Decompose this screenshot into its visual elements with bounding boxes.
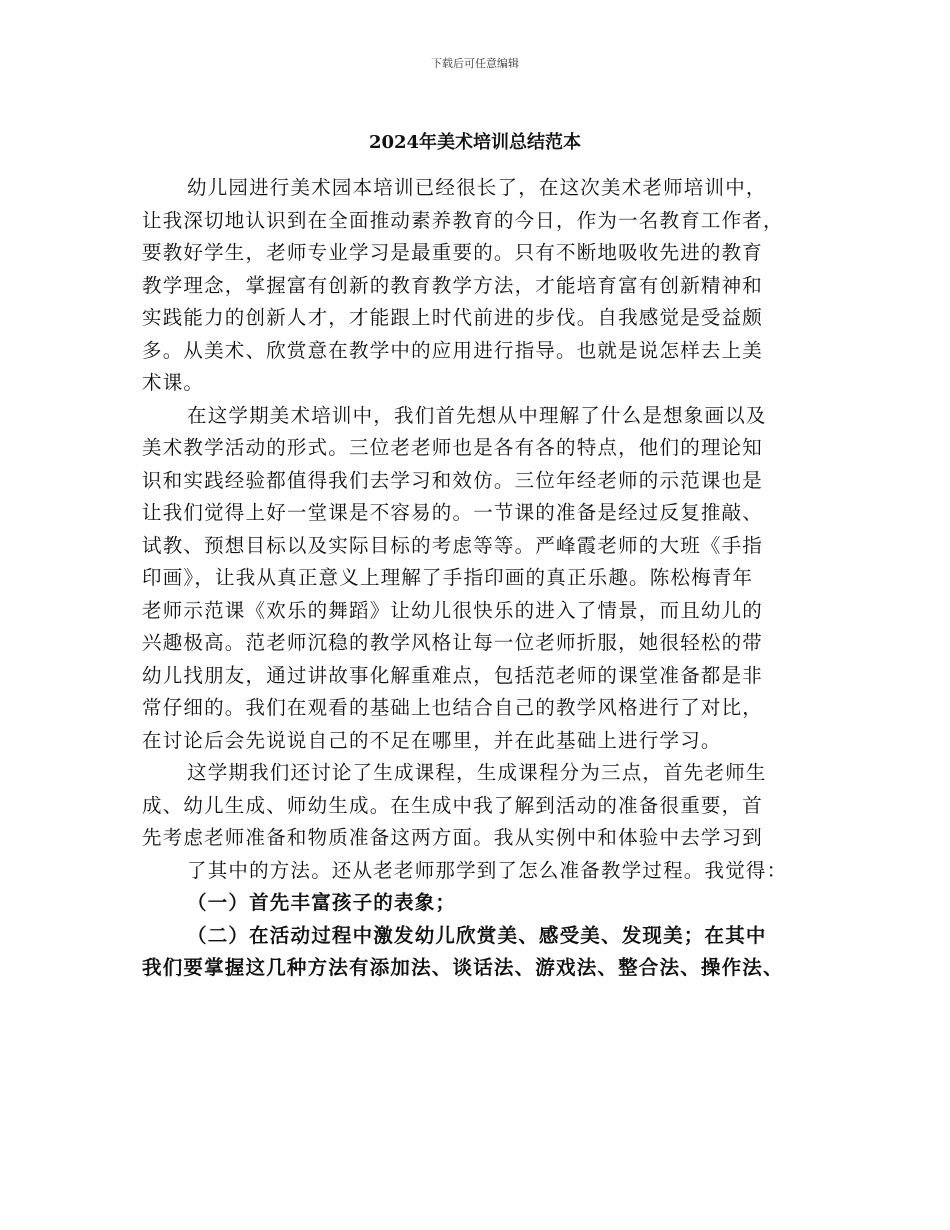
text-line: 教学理念，掌握富有创新的教育教学方法，才能培育富有创新精神和 (142, 273, 764, 297)
document-title: 2024年美术培训总结范本 (368, 132, 582, 153)
text-line: 成、幼儿生成、师幼生成。在生成中我了解到活动的准备很重要，首 (142, 793, 764, 817)
text-line: 幼儿找朋友，通过讲故事化解重难点，包括范老师的课堂准备都是非 (142, 663, 764, 687)
text-line: 试教、预想目标以及实际目标的考虑等等。严峰霞老师的大班《手指 (142, 533, 764, 557)
text-line: 在这学期美术培训中，我们首先想从中理解了什么是想象画以及 (187, 403, 767, 427)
text-line: 老师示范课《欢乐的舞蹈》让幼儿很快乐的进入了情景，而且幼儿的 (142, 598, 764, 622)
header-note: 下载后可任意编辑 (431, 57, 519, 70)
text-line: 让我深切地认识到在全面推动素养教育的今日，作为一名教育工作者， (142, 208, 784, 232)
text-line: 识和实践经验都值得我们去学习和效仿。三位年经老师的示范课也是 (142, 468, 764, 492)
text-line: 了其中的方法。还从老老师那学到了怎么准备教学过程。我觉得： (187, 858, 788, 882)
text-line: 常仔细的。我们在观看的基础上也结合自己的教学风格进行了对比， (142, 696, 764, 719)
text-line: 我们要掌握这几种方法有添加法、谈话法、游戏法、整合法、操作法、 (142, 956, 784, 979)
text-line: 印画》，让我从真正意义上理解了手指印画的真正乐趣。陈松梅青年 (142, 566, 754, 589)
text-line: 这学期我们还讨论了生成课程，生成课程分为三点，首先老师生 (187, 761, 767, 784)
text-line: 多。从美术、欣赏意在教学中的应用进行指导。也就是说怎样去上美 (142, 338, 764, 362)
text-line: 在讨论后会先说说自己的不足在哪里，并在此基础上进行学习。 (142, 728, 722, 752)
text-line: 让我们觉得上好一堂课是不容易的。一节课的准备是经过反复推敲、 (142, 501, 764, 524)
text-line: 美术教学活动的形式。三位老老师也是各有各的特点，他们的理论知 (142, 436, 764, 459)
text-line: 术课。 (142, 371, 205, 394)
text-line: （二）在活动过程中激发幼儿欣赏美、感受美、发现美；在其中 (187, 923, 767, 947)
text-line: （一）首先丰富孩子的表象； (187, 891, 457, 914)
document-body (142, 172, 812, 985)
text-line: 幼儿园进行美术园本培训已经很长了，在这次美术老师培训中， (187, 176, 767, 199)
text-line: 先考虑老师准备和物质准备这两方面。我从实例中和体验中去学习到 (142, 826, 764, 849)
text-line: 兴趣极高。范老师沉稳的教学风格让每一位老师折服，她很轻松的带 (142, 631, 764, 654)
text-line: 实践能力的创新人才，才能跟上时代前进的步伐。自我感觉是受益颇 (142, 306, 764, 329)
text-line: 要教好学生，老师专业学习是最重要的。只有不断地吸收先进的教育 (142, 241, 764, 264)
